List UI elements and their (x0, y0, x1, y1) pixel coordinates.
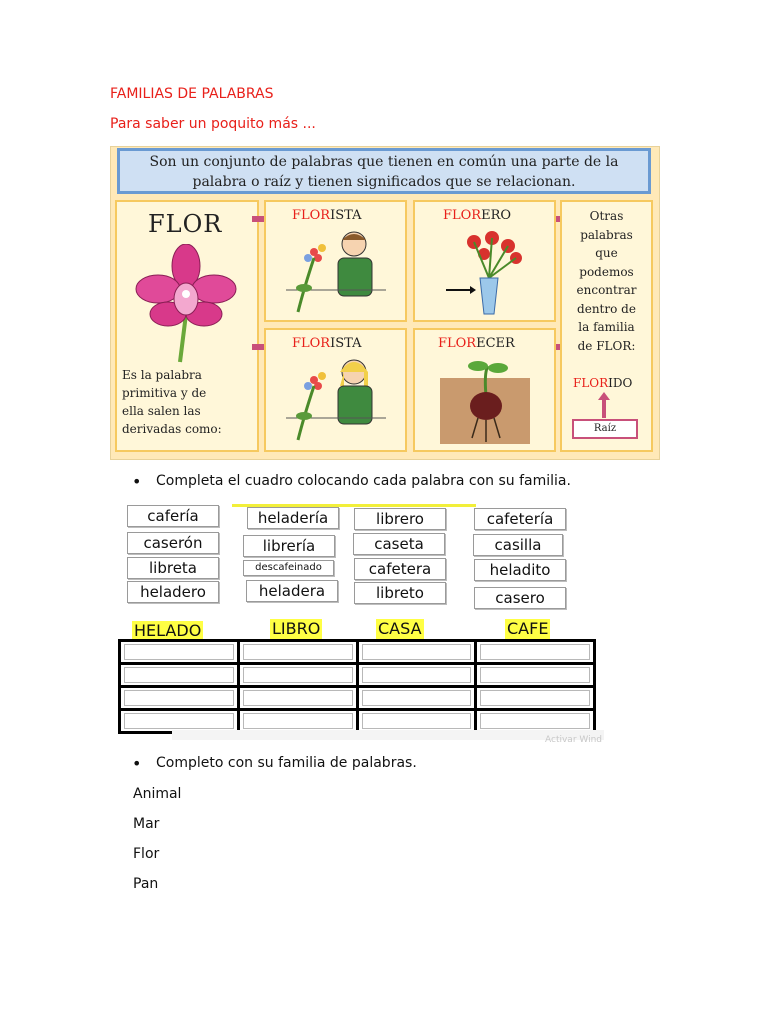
root-label-box: Raíz (572, 419, 638, 439)
side-text-line: la familia (578, 320, 635, 334)
word-root: FLOR (292, 336, 331, 351)
grid-cell[interactable] (238, 664, 357, 687)
word-suffix: ISTA (330, 336, 362, 351)
category-cafe: CAFE (507, 619, 549, 638)
grid-cell[interactable] (120, 641, 239, 664)
grid-cell[interactable] (238, 687, 357, 710)
derived-word-florista (292, 208, 362, 223)
word-card[interactable]: heladito (474, 559, 566, 581)
word-card[interactable]: libreta (127, 557, 219, 579)
grid-cell[interactable] (120, 664, 239, 687)
orchid-flower-image (134, 244, 238, 366)
word-card[interactable]: cafetería (474, 508, 566, 530)
word-prompt: Mar (133, 816, 160, 832)
primitive-text-line: ella salen las (122, 404, 201, 418)
primitive-text-line: primitiva y de (122, 386, 207, 400)
word-suffix: ERO (481, 208, 512, 223)
category-casa: CASA (378, 619, 422, 638)
word-card[interactable]: caseta (353, 533, 445, 555)
grid-cell[interactable] (120, 687, 239, 710)
example-word-florido (573, 376, 632, 390)
primitive-word: FLOR (148, 210, 223, 238)
grid-cell[interactable] (476, 687, 595, 710)
derived-word-florecer (438, 336, 515, 351)
grid-cell[interactable] (357, 664, 476, 687)
bullet-icon: • (132, 472, 142, 491)
florist-illustration (286, 228, 386, 318)
side-text-line: Otras (589, 209, 624, 223)
grid-cell[interactable] (476, 641, 595, 664)
activation-watermark: Activar Wind (545, 735, 602, 745)
word-card[interactable]: caserón (127, 532, 219, 554)
definition-line-2: palabra o raíz y tienen significados que se relacionan. (192, 174, 576, 190)
word-card[interactable]: descafeinado (243, 560, 334, 576)
grid-cell[interactable] (357, 687, 476, 710)
word-card[interactable]: casero (474, 587, 566, 609)
word-card[interactable]: casilla (473, 534, 563, 556)
word-suffix: ECER (476, 336, 515, 351)
other-words-text (562, 207, 651, 355)
derived-word-florero (443, 208, 511, 223)
word-suffix: IDO (608, 376, 633, 390)
word-card[interactable]: heladero (127, 581, 219, 603)
definition-box (117, 148, 651, 194)
primitive-text-line: derivadas como: (122, 422, 222, 436)
document-subtitle: Para saber un poquito más ... (110, 116, 316, 132)
side-text-line: podemos (579, 264, 634, 279)
exercise-1-instruction: Completa el cuadro colocando cada palabra con su familia. (156, 473, 571, 489)
word-root: FLOR (438, 336, 477, 351)
bullet-icon: • (132, 754, 142, 773)
side-text-line: palabras (580, 227, 633, 242)
word-card[interactable]: librería (243, 535, 335, 557)
word-card[interactable]: libreto (354, 582, 446, 604)
vase-with-flowers-illustration (444, 228, 534, 318)
grid-cell[interactable] (476, 664, 595, 687)
arrow-up-icon (598, 392, 610, 418)
primitive-explanation (122, 366, 252, 438)
word-prompt: Pan (133, 876, 159, 892)
side-text-line: que (595, 246, 618, 260)
side-text-line: dentro de (577, 301, 636, 316)
sprouting-seed-illustration (438, 356, 532, 446)
word-prompt: Flor (133, 846, 160, 862)
document-title: FAMILIAS DE PALABRAS (110, 86, 274, 102)
word-root: FLOR (573, 376, 609, 390)
taskbar-strip (172, 730, 604, 740)
primitive-text-line: Es la palabra (122, 368, 202, 382)
word-card[interactable]: heladería (247, 507, 339, 529)
word-suffix: ISTA (330, 208, 362, 223)
side-text-line: encontrar (576, 283, 637, 297)
side-text-line: de FLOR: (577, 338, 636, 353)
category-helado: HELADO (134, 621, 202, 640)
definition-line-1: Son un conjunto de palabras que tienen en común una parte de la (149, 154, 619, 170)
florist-illustration (286, 356, 386, 446)
word-prompt: Animal (133, 786, 182, 802)
word-family-grid (118, 639, 596, 727)
word-root: FLOR (443, 208, 482, 223)
word-card[interactable]: librero (354, 508, 446, 530)
category-libro: LIBRO (272, 619, 321, 638)
word-card[interactable]: cafetera (354, 558, 446, 580)
word-root: FLOR (292, 208, 331, 223)
word-card[interactable]: heladera (246, 580, 338, 602)
word-card[interactable]: cafería (127, 505, 219, 527)
grid-cell[interactable] (238, 641, 357, 664)
derived-word-florista (292, 336, 362, 351)
exercise-2-instruction: Completo con su familia de palabras. (156, 755, 417, 771)
grid-cell[interactable] (357, 641, 476, 664)
